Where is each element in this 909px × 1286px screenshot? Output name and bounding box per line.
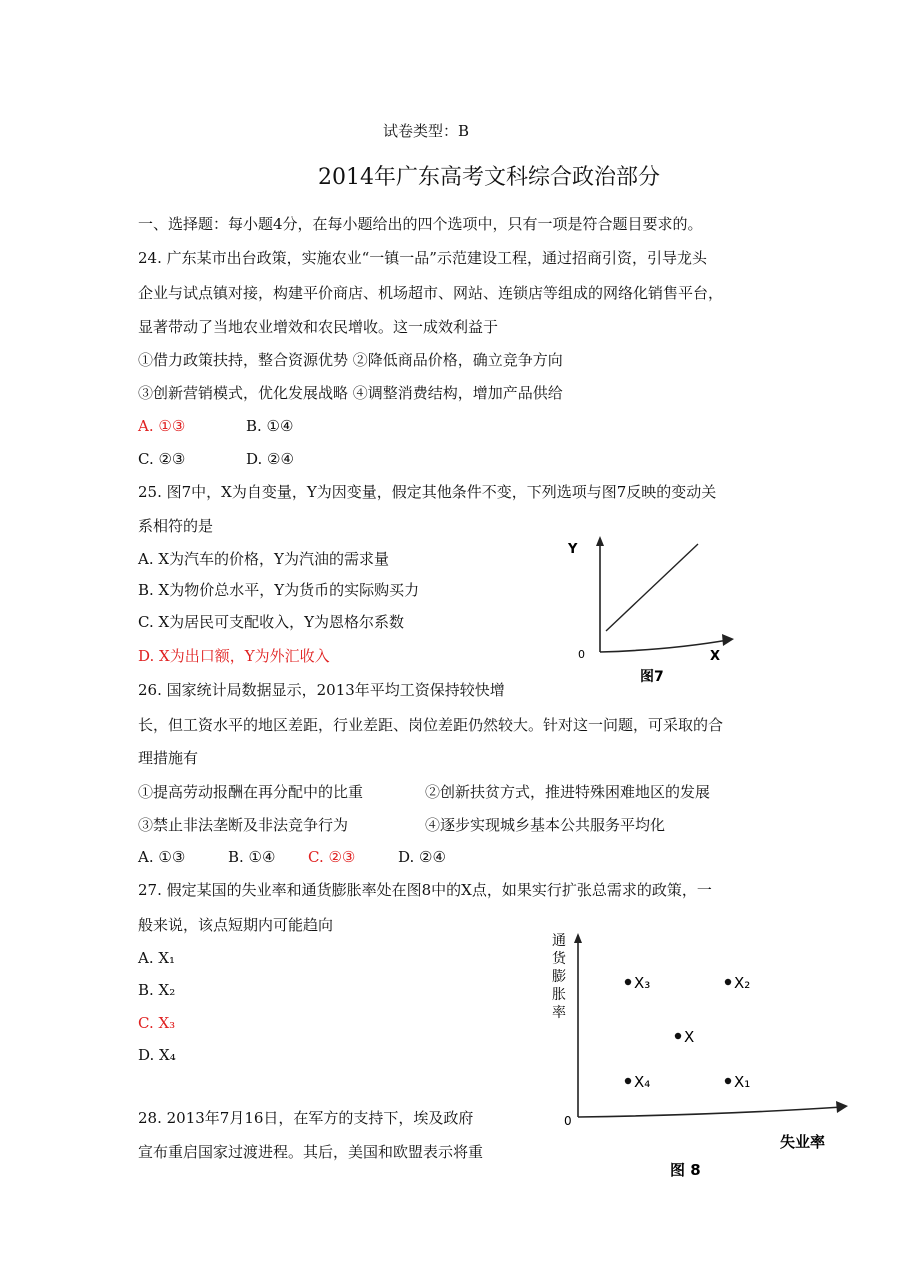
q24-option-d: D. ②④ [246,450,294,468]
figure-7-origin: 0 [578,648,585,661]
q24-stem-line-1: 24. 广东某市出台政策，实施农业“一镇一品”示范建设工程，通过招商引资，引导龙头 [138,249,707,267]
q28-stem-line-1: 28. 2013年7月16日，在军方的支持下，埃及政府 [138,1109,474,1127]
q24-options-row-2 [138,449,294,469]
figure-8-y-arrow [574,933,582,943]
section-heading: 一、选择题：每小题4分，在每小题给出的四个选项中，只有一项是符合题目要求的。 [138,215,703,233]
q26-option-d: D. ②④ [398,848,446,866]
q25-option-d: D. X为出口额，Y为外汇收入 [138,647,330,665]
figure-8-origin: 0 [564,1114,572,1128]
q24-options-row-1 [138,416,293,436]
q25-option-b: B. X为物价总水平，Y为货币的实际购买力 [138,581,420,599]
figure-8 [540,925,860,1185]
q27-stem-line-1: 27. 假定某国的失业率和通货膨胀率处在图8中的X点，如果实行扩张总需求的政策，一 [138,881,712,899]
q26-item-1: ①提高劳动报酬在再分配中的比重 [138,783,364,801]
figure-8-point-label: X₄ [634,1073,651,1091]
q27-stem-line-2: 般来说，该点短期内可能趋向 [138,916,334,934]
figure-8-y-label-char: 膨 [552,969,566,985]
q26-stem-line-2: 长，但工资水平的地区差距，行业差距、岗位差距仍然较大。针对这一问题，可采取的合 [138,716,724,734]
figure-8-y-label [552,933,567,1021]
page-title: 2014年广东高考文科综合政治部分 [318,165,660,190]
figure-8-point [725,979,731,985]
figure-8-point-label: X₂ [734,974,751,992]
exam-type-label: 试卷类型：B [383,122,470,140]
figure-8-point [725,1078,731,1084]
figure-8-y-label-char: 通 [552,933,566,949]
q24-item-line-2: ③创新营销模式，优化发展战略 ④调整消费结构，增加产品供给 [138,384,563,402]
figure-8-y-label-char: 货 [552,951,566,967]
q24-stem-line-3: 显著带动了当地农业增效和农民增收。这一成效利益于 [138,318,499,336]
q26-items-row-2 [138,815,665,835]
q24-stem-line-2: 企业与试点镇对接，构建平价商店、机场超市、网站、连锁店等组成的网络化销售平台， [138,284,724,302]
q26-item-4: ④逐步实现城乡基本公共服务平均化 [425,816,666,834]
q26-item-3: ③禁止非法垄断及非法竞争行为 [138,816,349,834]
figure-8-point-label: X₁ [734,1073,751,1091]
q27-option-d: D. X₄ [138,1046,176,1064]
figure-8-point [625,979,631,985]
q26-option-c: C. ②③ [308,848,356,866]
figure-8-y-label-char: 率 [552,1005,566,1021]
figure-7-x-arrow [722,634,734,646]
q25-stem-line-1: 25. 图7中，X为自变量，Y为因变量，假定其他条件不变，下列选项与图7反映的变动关 [138,483,717,501]
figure-8-x-arrow [836,1101,848,1113]
figure-8-points [625,974,750,1091]
q27-option-c: C. X₃ [138,1014,176,1032]
q26-options-row [138,847,446,867]
q26-option-b: B. ①④ [228,848,276,866]
figure-8-svg [540,925,860,1185]
q28-stem-line-2: 宣布重启国家过渡进程。其后，美国和欧盟表示将重 [138,1143,484,1161]
q25-option-c: C. X为居民可支配收入，Y为恩格尔系数 [138,613,405,631]
q26-option-a: A. ①③ [138,848,186,866]
q24-option-b: B. ①④ [246,417,294,435]
q26-stem-line-3: 理措施有 [138,749,199,767]
figure-8-point [675,1033,681,1039]
figure-8-point-label: X [684,1028,695,1046]
figure-7-x-axis [600,640,728,652]
figure-8-x-axis [578,1107,842,1117]
figure-7-svg [560,530,750,690]
figure-8-caption: 图 8 [670,1161,701,1179]
q27-option-a: A. X₁ [138,949,176,967]
q24-option-c: C. ②③ [138,450,186,468]
q26-stem-line-1: 26. 国家统计局数据显示，2013年平均工资保持较快增 [138,681,505,699]
figure-7-caption: 图7 [640,669,664,685]
figure-8-point [625,1078,631,1084]
figure-8-point-label: X₃ [634,974,651,992]
q24-item-line-1: ①借力政策扶持，整合资源优势 ②降低商品价格，确立竞争方向 [138,351,563,369]
q24-option-a: A. ①③ [138,417,186,435]
q26-item-2: ②创新扶贫方式，推进特殊困难地区的发展 [425,783,711,801]
figure-7-line [606,544,698,631]
figure-8-y-label-char: 胀 [552,987,566,1003]
q25-stem-line-2: 系相符的是 [138,517,214,535]
q27-option-b: B. X₂ [138,981,176,999]
q25-option-a: A. X为汽车的价格，Y为汽油的需求量 [138,550,389,568]
figure-7 [560,530,750,690]
figure-7-y-arrow [596,536,604,546]
figure-7-x-label: X [710,649,721,664]
figure-8-x-label: 失业率 [780,1133,826,1151]
q26-items-row-1 [138,782,710,802]
figure-7-y-label: Y [568,542,578,557]
